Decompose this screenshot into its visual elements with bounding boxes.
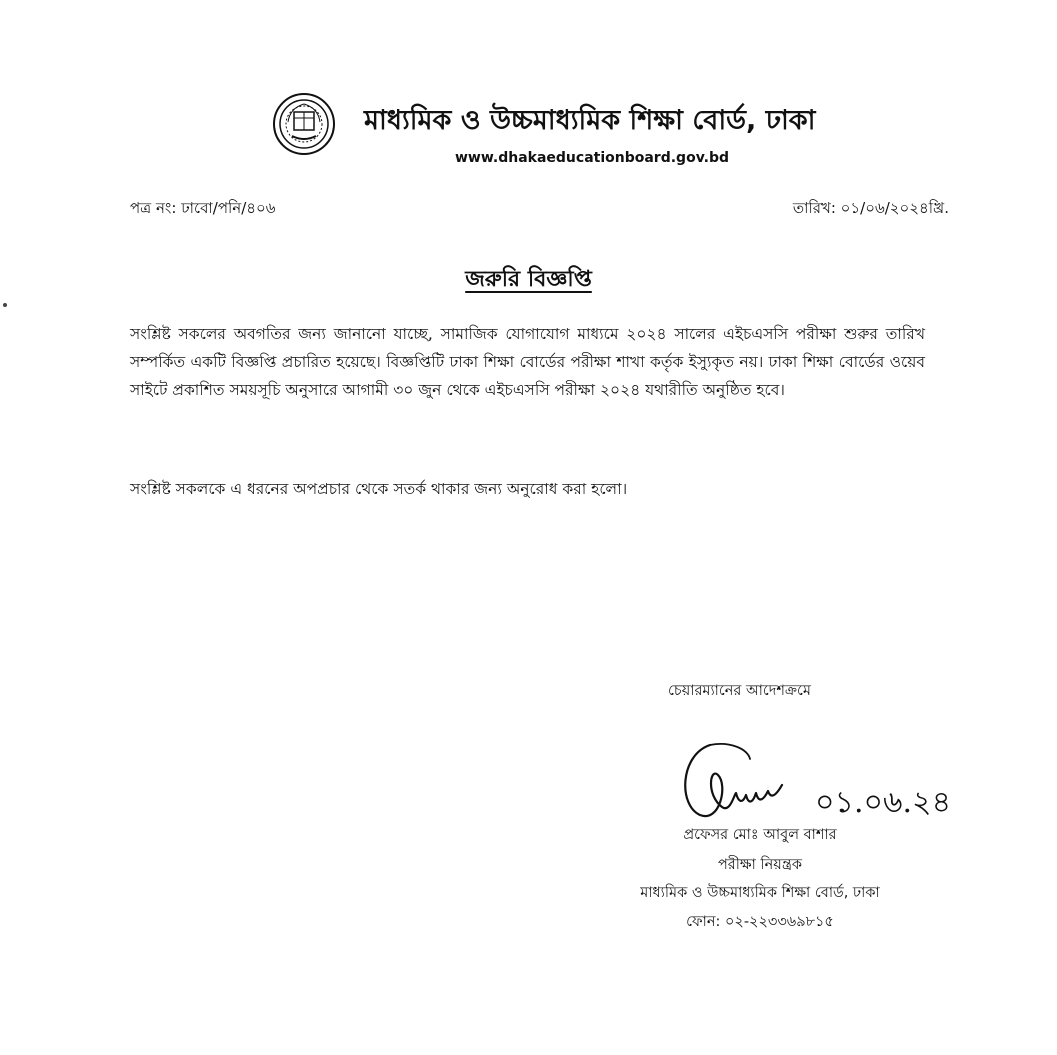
- notice-paragraph-1: সংশ্লিষ্ট সকলের অবগতির জন্য জানানো যাচ্ছে, সামাজিক যোগাযোগ মাধ্যমে ২০২৪ সালের এইচএসসি পরীক্ষা শুরুর তারিখ সম্পর্কিত একটি বিজ্ঞপ্তি প্রচারিত হয়েছে। বিজ্ঞপ্তিটি ঢাকা শিক্ষা বোর্ডের পরীক্ষা শাখা কর্তৃক ইস্যুকৃত নয়। ঢাকা শিক্ষা বোর্ডের ওয়েব সাইটে প্রকাশিত সময়সূচি অনুসারে আগামী ৩০ জুন থেকে এইচএসসি পরীক্ষা ২০২৪ যথারীতি অনুষ্ঠিত হবে।: [130, 325, 925, 399]
- signatory-designation: পরীক্ষা নিয়ন্ত্রক: [717, 857, 803, 873]
- signatory-organization: মাধ্যমিক ও উচ্চমাধ্যমিক শিক্ষা বোর্ড, ঢাকা: [640, 885, 880, 901]
- handwritten-date: ০১.০৬.২৪: [815, 785, 952, 820]
- by-order-line: চেয়ারম্যানের আদেশক্রমে: [668, 683, 811, 699]
- signatory-name: প্রফেসর মোঃ আবুল বাশার: [683, 827, 837, 843]
- handwritten-signature: [670, 735, 790, 830]
- signatory-phone: ফোন: ০২-২২৩৩৬৯৮১৫: [686, 914, 834, 930]
- board-seal-icon: [272, 92, 336, 156]
- organization-title: মাধ্যমিক ও উচ্চমাধ্যমিক শিক্ষা বোর্ড, ঢাকা: [364, 105, 816, 136]
- memo-number: পত্র নং: ঢাবো/পনি/৪০৬: [130, 199, 276, 217]
- notice-paragraph-2: সংশ্লিষ্ট সকলকে এ ধরনের অপপ্রচার থেকে সতর্ক থাকার জন্য অনুরোধ করা হলো।: [130, 480, 628, 498]
- notice-heading: জরুরি বিজ্ঞপ্তি: [465, 267, 592, 292]
- issue-date: তারিখ: ০১/০৬/২০২৪খ্রি.: [792, 199, 949, 217]
- margin-mark: [3, 303, 7, 307]
- notice-heading-wrapper: [0, 262, 1057, 299]
- website-url: www.dhakaeducationboard.gov.bd: [455, 150, 730, 166]
